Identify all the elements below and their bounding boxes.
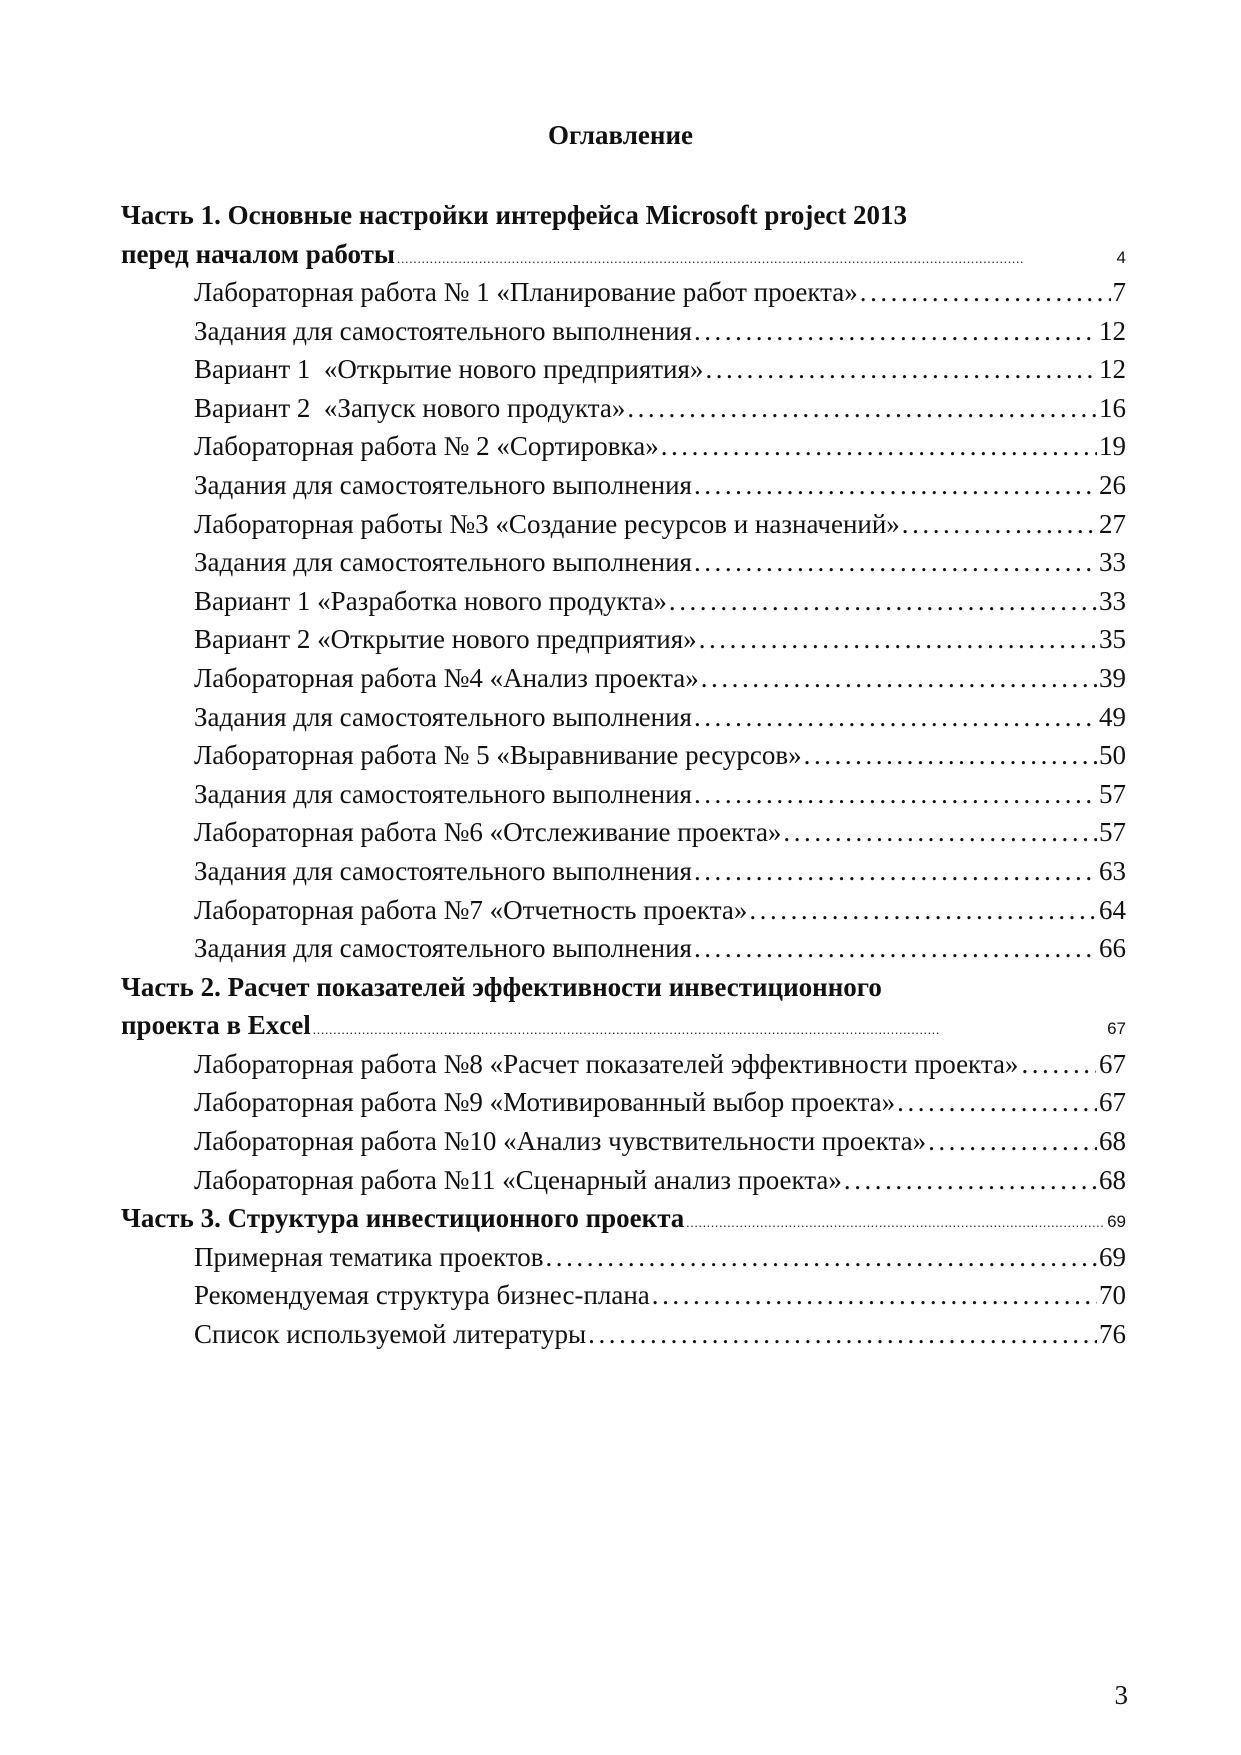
page-ref: 49 xyxy=(1099,701,1126,732)
dot-leader xyxy=(705,350,1097,389)
toc-entry[interactable] xyxy=(121,1045,1126,1084)
dot-leader xyxy=(897,1083,1097,1122)
entry-title: Вариант 2 «Открытие нового предприятия» xyxy=(194,624,697,655)
toc-entry[interactable] xyxy=(121,427,1126,466)
toc-title: Оглавление xyxy=(548,120,693,150)
toc-entry[interactable] xyxy=(121,312,1126,351)
dot-leader xyxy=(701,659,1097,698)
part-2-heading-line1: Часть 2. Расчет показателей эффективности инвестиционного xyxy=(121,971,882,1002)
dot-leader xyxy=(694,312,1097,351)
entry-title: Лабораторная работа № 5 «Выравнивание ресурсов» xyxy=(194,740,802,771)
dot-leader xyxy=(694,466,1097,505)
toc-entry[interactable] xyxy=(121,1161,1126,1200)
page-ref: 4 xyxy=(1116,247,1126,267)
entry-title: Задания для самостоятельного выполнения xyxy=(194,315,692,346)
toc-entry[interactable] xyxy=(121,775,1126,814)
dot-leader xyxy=(546,1238,1098,1277)
toc-entry[interactable] xyxy=(121,698,1126,737)
dot-leader xyxy=(860,273,1111,312)
page-ref: 69 xyxy=(1099,1241,1126,1272)
toc-entry[interactable] xyxy=(121,543,1126,582)
table-of-contents xyxy=(121,196,1126,1354)
entry-title: Задания для самостоятельного выполнения xyxy=(194,701,692,732)
dot-leader xyxy=(694,775,1097,814)
dot-leader xyxy=(804,736,1097,775)
entry-title: Лабораторная работа №6 «Отслеживание проекта» xyxy=(194,817,782,848)
toc-entry[interactable] xyxy=(121,389,1126,428)
toc-entry[interactable] xyxy=(121,350,1126,389)
entry-title: Вариант 2 «Запуск нового продукта» xyxy=(194,392,626,423)
page-ref: 69 xyxy=(1107,1212,1126,1232)
toc-entry[interactable] xyxy=(121,813,1126,852)
dot-leader xyxy=(1021,1045,1096,1084)
entry-title: Лабораторная работа №9 «Мотивированный выбор проекта» xyxy=(194,1087,896,1118)
dot-leader xyxy=(694,929,1097,968)
page-ref: 64 xyxy=(1099,894,1126,925)
entry-title: Задания для самостоятельного выполнения xyxy=(194,547,692,578)
page-ref: 57 xyxy=(1099,817,1126,848)
page-ref: 7 xyxy=(1112,277,1126,308)
entry-title: Задания для самостоятельного выполнения xyxy=(194,470,692,501)
page-ref: 67 xyxy=(1099,1048,1126,1079)
dot-leader xyxy=(313,1006,1105,1050)
dot-leader xyxy=(694,698,1097,737)
dot-leader xyxy=(928,1122,1097,1161)
toc-part-2[interactable] xyxy=(121,1006,1126,1045)
dot-leader xyxy=(699,620,1097,659)
toc-entry[interactable] xyxy=(121,273,1126,312)
dot-leader xyxy=(669,582,1097,621)
entry-title: Лабораторная работа №10 «Анализ чувствительности проекта» xyxy=(194,1126,927,1157)
entry-title: Вариант 1 «Разработка нового продукта» xyxy=(194,585,667,616)
entry-title: Лабораторная работа №4 «Анализ проекта» xyxy=(194,663,699,694)
toc-entry[interactable] xyxy=(121,659,1126,698)
page-ref: 16 xyxy=(1099,392,1126,423)
dot-leader xyxy=(902,505,1097,544)
entry-title: Лабораторная работа №8 «Расчет показателей эффективности проекта» xyxy=(194,1048,1019,1079)
toc-entry[interactable] xyxy=(121,1238,1126,1277)
page-ref: 68 xyxy=(1099,1126,1126,1157)
page-ref: 63 xyxy=(1099,856,1126,886)
page-ref: 12 xyxy=(1099,354,1126,385)
toc-entry[interactable] xyxy=(121,929,1126,968)
toc-entry[interactable] xyxy=(121,505,1126,544)
dot-leader xyxy=(749,891,1097,930)
toc-entry[interactable] xyxy=(121,466,1126,505)
entry-title: Лабораторная работа № 2 «Сортировка» xyxy=(194,431,659,462)
dot-leader xyxy=(694,543,1097,582)
entry-title: Лабораторная работа №7 «Отчетность проекта» xyxy=(194,894,748,925)
part-1-heading-line2: перед началом работы xyxy=(121,238,395,269)
dot-leader xyxy=(397,235,1115,279)
page-ref: 67 xyxy=(1099,1087,1126,1118)
entry-title: Задания для самостоятельного выполнения xyxy=(194,933,692,964)
dot-leader xyxy=(588,1315,1097,1354)
dot-leader xyxy=(694,852,1097,891)
toc-part-1[interactable] xyxy=(121,235,1126,274)
part-3-heading: Часть 3. Структура инвестиционного проекта xyxy=(121,1203,685,1234)
dot-leader xyxy=(661,427,1097,466)
dot-leader xyxy=(783,813,1097,852)
entry-title: Вариант 1 «Открытие нового предприятия» xyxy=(194,354,704,385)
entry-title: Лабораторная работа №11 «Сценарный анализ проекта» xyxy=(194,1164,842,1195)
toc-entry[interactable] xyxy=(121,891,1126,930)
toc-part-3[interactable] xyxy=(121,1199,1126,1238)
page-ref: 26 xyxy=(1099,470,1126,501)
toc-entry[interactable] xyxy=(121,1315,1126,1354)
entry-title: Список используемой литературы xyxy=(194,1319,587,1350)
toc-entry[interactable] xyxy=(121,736,1126,775)
entry-title: Лабораторная работа № 1 «Планирование работ проекта» xyxy=(194,277,858,308)
page-ref: 67 xyxy=(1107,1019,1126,1039)
toc-entry[interactable] xyxy=(121,620,1126,659)
toc-entry[interactable] xyxy=(121,1276,1126,1315)
toc-entry[interactable] xyxy=(121,582,1126,621)
page-ref: 76 xyxy=(1099,1319,1126,1350)
page-ref: 33 xyxy=(1099,585,1126,616)
entry-title: Лабораторная работы №3 «Создание ресурсов и назначений» xyxy=(194,508,900,539)
dot-leader xyxy=(686,1199,1105,1243)
part-2-heading-line2: проекта в Excel xyxy=(121,1010,311,1041)
toc-entry[interactable] xyxy=(121,1122,1126,1161)
entry-title: Рекомендуемая структура бизнес-плана xyxy=(194,1280,650,1311)
toc-entry[interactable] xyxy=(121,852,1126,891)
page-ref: 68 xyxy=(1099,1164,1126,1195)
page-ref: 19 xyxy=(1099,431,1126,462)
entry-title: Задания для самостоятельного выполнения xyxy=(194,778,692,809)
page-ref: 66 xyxy=(1099,933,1126,964)
page-ref: 35 xyxy=(1099,624,1126,655)
page-ref: 12 xyxy=(1099,315,1126,346)
entry-title: Задания для самостоятельного выполнения xyxy=(194,856,692,886)
part-1-heading-line1: Часть 1. Основные настройки интерфейса Microsoft project 2013 xyxy=(121,200,908,230)
toc-entry[interactable] xyxy=(121,1083,1126,1122)
page-number: 3 xyxy=(1114,1680,1128,1710)
page-ref: 70 xyxy=(1099,1280,1126,1311)
dot-leader xyxy=(844,1161,1097,1200)
page-ref: 33 xyxy=(1099,547,1126,578)
entry-title: Примерная тематика проектов xyxy=(194,1241,544,1272)
dot-leader xyxy=(627,389,1097,428)
page-ref: 50 xyxy=(1099,740,1126,771)
page-ref: 27 xyxy=(1099,508,1126,539)
page-ref: 57 xyxy=(1099,778,1126,809)
dot-leader xyxy=(652,1276,1097,1315)
page-ref: 39 xyxy=(1099,663,1126,694)
